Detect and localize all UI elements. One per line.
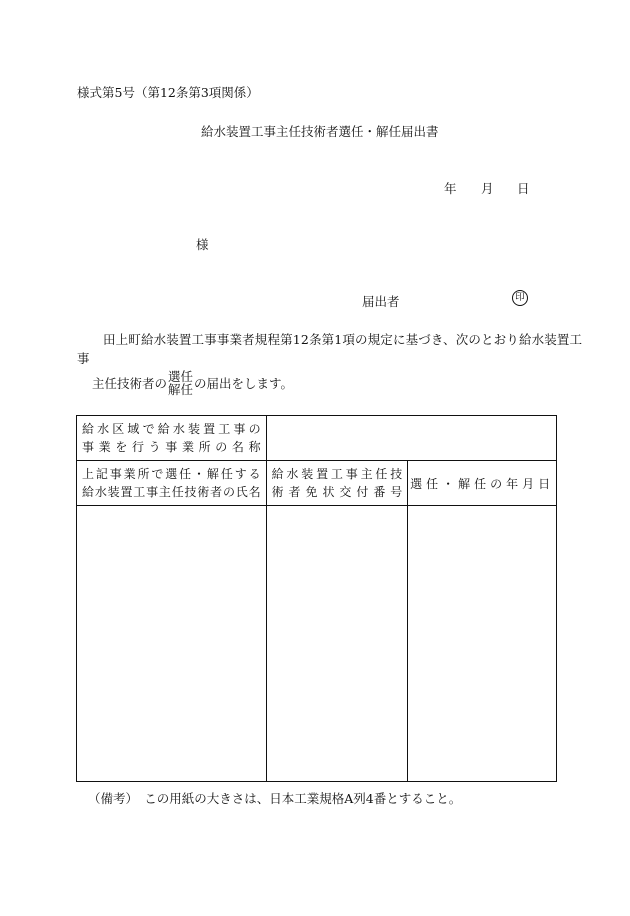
appointment-options bbox=[168, 370, 193, 396]
engineer-name-field[interactable] bbox=[77, 506, 267, 782]
document-title: 給水装置工事主任技術者選任・解任届出書 bbox=[201, 124, 439, 139]
seal-mark: 印 bbox=[512, 290, 528, 306]
notifier-label: 届出者 bbox=[362, 294, 400, 309]
option-dismiss: 解任 bbox=[168, 382, 194, 397]
date-month-label: 月 bbox=[481, 181, 494, 196]
date-year-label: 年 bbox=[444, 181, 457, 196]
engineer-name-header: 上記事業所で選任・解任する 給水装置工事主任技術者の氏名 bbox=[77, 461, 267, 506]
body-text-line-1-continued: 事 bbox=[77, 351, 90, 366]
form-number: 様式第5号（第12条第3項関係） bbox=[77, 85, 259, 100]
date-day-label: 日 bbox=[517, 181, 530, 196]
body-text-prefix: 主任技術者の bbox=[92, 376, 168, 391]
appointment-date-header: 選任・解任の年月日 bbox=[408, 461, 557, 506]
addressee-suffix: 様 bbox=[196, 237, 209, 252]
remarks-note: （備考） この用紙の大きさは、日本工業規格A列4番とすること。 bbox=[88, 791, 462, 806]
body-text-line-1: 田上町給水装置工事事業者規程第12条第1項の規定に基づき、次のとおり給水装置工 bbox=[103, 332, 583, 347]
appointment-date-field[interactable] bbox=[408, 506, 557, 782]
option-appoint: 選任 bbox=[168, 369, 194, 384]
table-header-row bbox=[77, 461, 557, 506]
body-text-line-2 bbox=[92, 370, 293, 396]
body-text-suffix: の届出をします。 bbox=[194, 376, 294, 391]
license-number-field[interactable] bbox=[266, 506, 408, 782]
office-name-field[interactable] bbox=[266, 416, 556, 461]
notification-table bbox=[76, 415, 557, 782]
license-number-header: 給水装置工事主任技 術者免状交付番号 bbox=[266, 461, 408, 506]
table-row-office bbox=[77, 416, 557, 461]
office-name-label: 給水区域で給水装置工事の 事業を行う事業所の名称 bbox=[77, 416, 267, 461]
table-entry-row bbox=[77, 506, 557, 782]
